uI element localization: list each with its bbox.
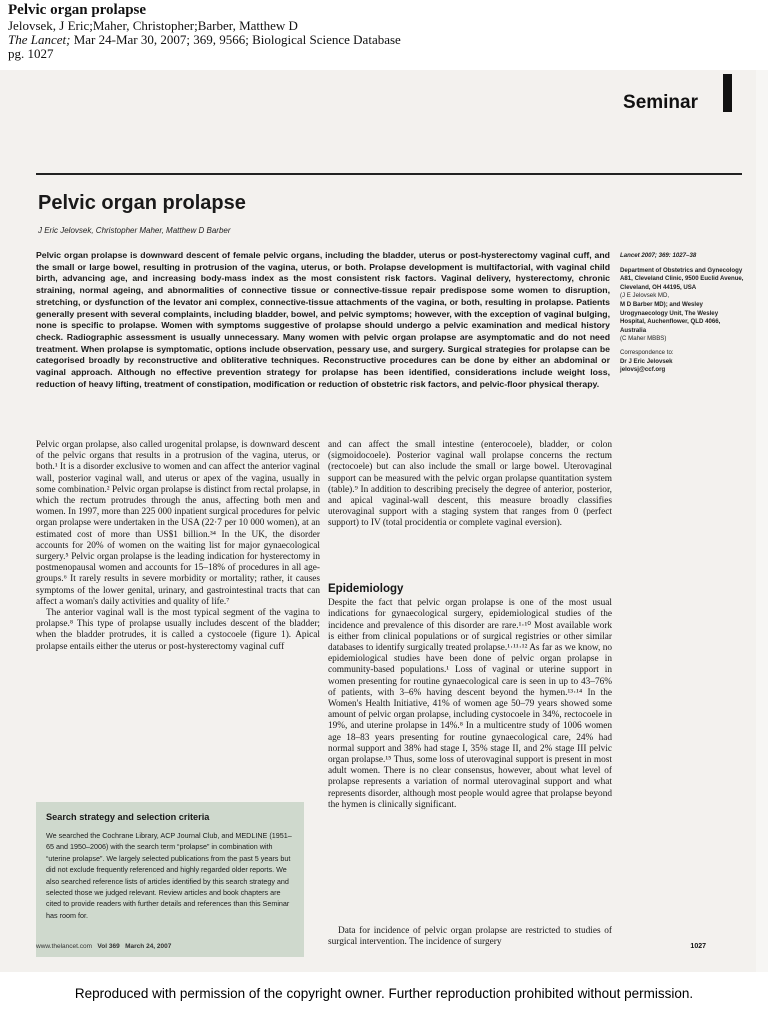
sidebar-notes bbox=[620, 252, 745, 375]
copyright-notice: Reproduced with permission of the copyright owner. Further reproduction prohibited without permission. bbox=[74, 986, 694, 1001]
footer-date: March 24, 2007 bbox=[125, 943, 172, 950]
incidence-paragraph: Data for incidence of pelvic organ prolapse are restricted to studies of surgical intervention. The incidence of surgery bbox=[328, 926, 612, 948]
article-authors: J Eric Jelovsek, Christopher Maher, Matthew D Barber bbox=[38, 226, 231, 235]
footer-site: www.thelancet.com bbox=[36, 943, 92, 950]
correspondence-email: jelovsj@ccf.org bbox=[620, 366, 666, 374]
document-header bbox=[8, 2, 748, 61]
anterior-paragraph: The anterior vaginal wall is the most typical segment of the vagina to prolapse.⁸ This type of prolapse usually includes descent of the bladder; when the bladder protrudes, it is called a cystocoele (figure 1). Apical prolapse entails either the uterus or post-hysterectomy vaginal cuff bbox=[36, 608, 320, 652]
document-authors: Jelovsek, J Eric;Maher, Christopher;Barber, Matthew D bbox=[8, 18, 298, 33]
page-number: 1027 bbox=[690, 943, 706, 950]
epidemiology-paragraph: Despite the fact that pelvic organ prolapse is one of the most usual indications for gynaecological surgery, epidemiological studies of the incidence and prevalence of this disorder are rare.¹·¹⁰ Most available work is either from clinical populations or of surgical registries or other similar databases to identify surgically treated prolapse.¹·¹¹·¹² As far as we know, no epidemiological studies have been done of pelvic organ prolapse in community-based populations.¹ Loss of vaginal or uterine support in women presenting for routine gynaecological care is seen in up to 43–76% of patients, with 3–6% having descent beyond the hymen.¹³·¹⁴ In the Women's Health Initiative, 41% of women age 50–79 years showed some amount of pelvic organ prolapse, including cystocoele in 34%, rectocoele in 19%, and uterine prolapse in 14%.⁸ In a multicentre study of 1006 women age 18–83 years presenting for routine gynaecological care, 24% had normal support and 38% had stage I, 35% stage II, and 2% stage III pelvic organ prolapse.¹⁵ Thus, some loss of uterovaginal support is present in most adult women. There is no clear consensus, however, about what level of prolapse represents a variation of normal uterovaginal support and what represents disorder, although most people would agree that prolapse beyond the hymen is clinically significant. bbox=[328, 598, 612, 810]
affiliation-wesley: M D Barber MD); and Wesley Urogynaecology Unit, The Wesley Hospital, Auchenflower, QLD 4066, Australia bbox=[620, 300, 721, 334]
scanned-page bbox=[0, 70, 768, 972]
body-column-right bbox=[328, 440, 612, 949]
affiliation-wesley-person: (C Maher MBBS) bbox=[620, 335, 667, 343]
body-column-left bbox=[36, 440, 320, 653]
affiliation-dept: Department of Obstetrics and Gynecology A81, Cleveland Clinic, 9500 Euclid Avenue, Cleveland, OH 44195, USA bbox=[620, 266, 744, 291]
box-title: Search strategy and selection criteria bbox=[46, 812, 210, 822]
abstract: Pelvic organ prolapse is downward descent of female pelvic organs, including the bladder, uterus or post-hysterectomy vaginal cuff, and the small or large bowel, resulting in protrusion of the vagina, uterus, or both. Prolapse development is multifactorial, with vaginal child birth, advancing age, and increasing body-mass index as the most consistent risk factors. Vaginal delivery, hysterectomy, chronic straining, normal ageing, and abnormalities of connective tissue or connective-tissue repair predispose some women to disruption, stretching, or dysfunction of the levator ani complex, connective-tissue attachments of the vagina, or both, resulting in prolapse. Patients generally present with several complaints, including bladder, bowel, and pelvic symptoms; however, with the exception of vaginal bulging, none is specific to prolapse. Women with symptoms suggestive of prolapse should undergo a pelvic examination and medical history check. Radiographic assessment is usually unnecessary. Many women with pelvic organ prolapse are asymptomatic and do not need treatment. When prolapse is symptomatic, options include observation, pessary use, and surgery. Surgical strategies for prolapse can be categorised broadly by reconstructive and obliterative techniques. Reconstructive procedures can be done by either an abdominal or vaginal approach. Although no effective prevention strategy for prolapse has been identified, considerations include weight loss, reduction of heavy lifting, treatment of constipation, modification or reduction of obstetric risk factors, and pelvic-floor physical therapy. bbox=[36, 250, 610, 389]
citation: Lancet 2007; 369: 1027–38 bbox=[620, 252, 697, 259]
intro-paragraph: Pelvic organ prolapse, also called urogenital prolapse, is downward descent of the pelvic organs that results in a protrusion of the vagina, uterus, or both.¹ It is a disorder exclusive to women and can affect the anterior vaginal wall, posterior vaginal wall, and uterus or apex of the vagina, usually in some combination.² Pelvic organ prolapse is distinct from rectal prolapse, in which the rectum protrudes through the anus, affecting both men and women. In 1997, more than 225 000 inpatient surgical procedures for pelvic organ prolapse were undertaken in the USA (22·7 per 10 000 women), at an estimated cost of more than US$1 billion.³⁴ In the UK, the disorder accounts for 20% of women on the waiting list for major gynaecological surgery.⁵ Pelvic organ prolapse is the leading indication for hysterectomy in postmenopausal women and accounts for 15–18% of procedures in all age-groups.⁶ It rarely results in severe morbidity or mortality; rather, it causes symptoms of the lower genital, urinary, and gastrointestinal tracts that can affect a woman's daily activities and quality of life.⁷ bbox=[36, 440, 320, 607]
search-strategy-box bbox=[36, 802, 304, 957]
correspondence-name: Dr J Eric Jelovsek bbox=[620, 357, 673, 365]
box-text: We searched the Cochrane Library, ACP Journal Club, and MEDLINE (1951–65 and 1950–2006) with the search term “prolapse” in combination with “uterine prolapse”. We largely selected publications from the past 5 years but did not exclude frequently referenced and highly regarded older reports. We also searched reference lists of articles identified by this search strategy and selected those we judged relevant. Review articles and book chapters are cited to provide readers with further details and references than this Seminar has room for. bbox=[46, 831, 292, 920]
section-bar bbox=[723, 74, 732, 112]
correspondence-label: Correspondence to: bbox=[620, 348, 674, 356]
affiliation-person: (J E Jelovsek MD, bbox=[620, 292, 670, 300]
document-source bbox=[8, 33, 748, 47]
continuation-paragraph: and can affect the small intestine (enterocoele), bladder, or colon (sigmoidocoele). Posterior vaginal wall prolapse concerns the rectum (rectocoele) but can also include the small or large bowel. Uterovaginal support can be measured with the pelvic organ prolapse quantitation system (table).⁹ In addition to describing precisely the degree of anterior, posterior, and apical vaginal-wall descent, this measure broadly classifies uterovaginal support with a staging system that ranges from 0 (perfect support) to IV (total procidentia or complete vaginal eversion). bbox=[328, 440, 612, 529]
document-title: Pelvic organ prolapse bbox=[8, 2, 147, 18]
section-label: Seminar bbox=[623, 92, 698, 113]
source-details: Mar 24-Mar 30, 2007; 369, 9566; Biological Science Database bbox=[70, 32, 401, 47]
header-rule bbox=[36, 173, 742, 175]
article-title: Pelvic organ prolapse bbox=[38, 192, 246, 214]
page-footer bbox=[36, 943, 171, 950]
page-edge bbox=[756, 70, 768, 972]
source-journal: The Lancet; bbox=[8, 32, 71, 47]
document-page: pg. 1027 bbox=[8, 46, 54, 61]
footer-volume: Vol 369 bbox=[97, 943, 120, 950]
epidemiology-heading: Epidemiology bbox=[328, 583, 404, 595]
